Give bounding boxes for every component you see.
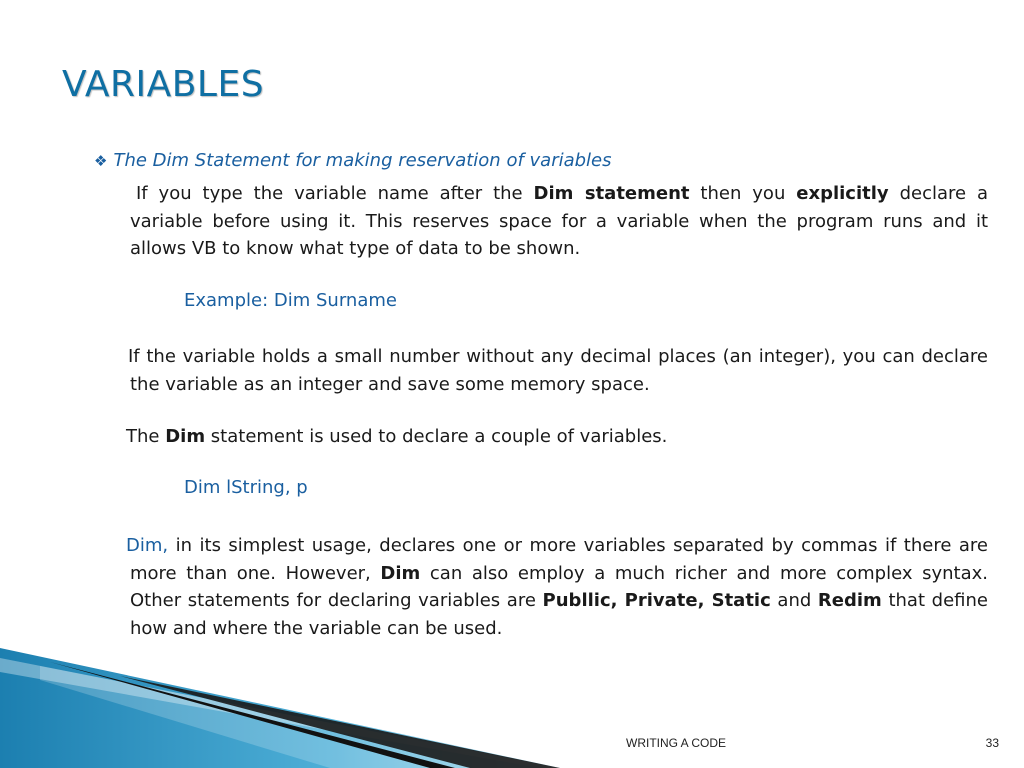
bullet-heading — [94, 150, 612, 171]
text-run: statement is used to declare a couple of variables. — [205, 426, 668, 447]
example-dim-lstring: Dim lString, p — [184, 477, 308, 498]
text-run: declare a variable before using it. This reserves space for a variable when the program runs and it allows VB to know what type of data to be shown. — [130, 183, 989, 259]
text-run: that define how and where the variable can be used. — [130, 590, 988, 639]
text-run: and — [770, 590, 818, 611]
paragraph-dim-statement — [130, 180, 988, 263]
bold-run: Publlic, Private, Static — [542, 590, 771, 611]
diamond-bullet-icon: ❖ — [94, 152, 108, 170]
text-run: If you type the variable name after the — [136, 183, 534, 204]
footer-title: WRITING A CODE — [626, 736, 727, 750]
text-run: can also employ a much richer and more complex syntax. Other statements for declaring variables are — [130, 562, 989, 611]
blue-lead-run: Dim, — [126, 535, 169, 556]
text-run: in its simplest usage, declares one or more variables separated by commas if there are more than one. However, — [130, 535, 988, 584]
bold-run: Dim — [380, 562, 421, 584]
bold-run: explicitly — [796, 183, 889, 204]
slide-title: VARIABLES — [62, 64, 265, 105]
decorative-swoosh — [0, 620, 560, 768]
text-run: The — [126, 426, 166, 447]
bullet-heading-text: The Dim Statement for making reservation of variables — [113, 150, 612, 171]
bold-run: Dim — [165, 426, 206, 447]
paragraph-integer: If the variable holds a small number without any decimal places (an integer), you can declare the variable as an integer and save some memory space. — [128, 346, 988, 395]
bold-run: Dim statement — [533, 183, 690, 204]
page-number: 33 — [985, 736, 999, 750]
bold-run: Redim — [817, 590, 882, 611]
text-run: then you — [689, 183, 797, 204]
paragraph-dim-usage — [126, 532, 988, 642]
example-dim-surname: Example: Dim Surname — [184, 290, 397, 311]
paragraph-couple-variables — [126, 423, 984, 451]
